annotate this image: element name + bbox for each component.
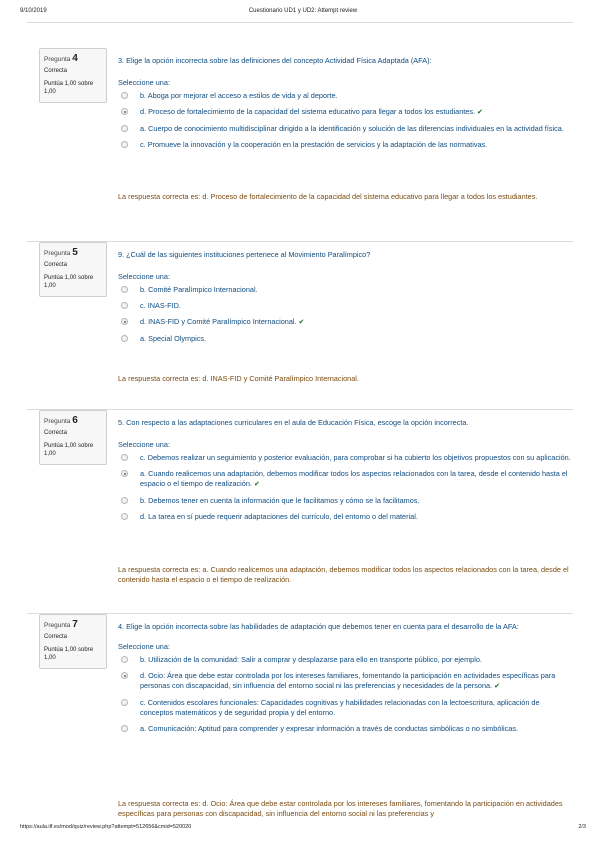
question-body [118, 418, 573, 528]
question-grade: Puntúa 1,00 sobre 1,00 [44, 443, 94, 457]
correct-answer-feedback: La respuesta correcta es: a. Cuando realicemos una adaptación, debemos modificar todos los aspectos relacionados con la tarea, desde el contenido hasta el espacio o el tiempo de realización. [118, 565, 569, 584]
print-date: 9/10/2019 [20, 8, 47, 14]
question-number: Pregunta 6 [44, 415, 78, 426]
radio-button[interactable] [121, 513, 128, 520]
answer-option[interactable]: a. Comunicación: Aptitud para comprender y expresar información a través de conductas simbólicas o no simbólicas. [118, 724, 573, 734]
question-info [39, 242, 107, 297]
question-state: Correcta [44, 262, 68, 268]
question-info [39, 48, 107, 103]
question-body [118, 56, 573, 156]
correct-answer-feedback: La respuesta correcta es: d. INAS-FID y Comité Paralímpico Internacional. [118, 374, 359, 383]
question-text: 9. ¿Cuál de las siguientes instituciones pertenece al Movimiento Paralímpico? [118, 250, 371, 259]
check-icon: ✔ [253, 481, 260, 488]
correct-answer-feedback: La respuesta correcta es: d. Proceso de fortalecimiento de la capacidad del sistema educativo para llegar a todos los estudiantes. [118, 192, 538, 201]
answer-option[interactable]: d. Proceso de fortalecimiento de la capacidad del sistema educativo para llegar a todos los estudiantes. ✔ [118, 107, 573, 118]
correct-answer-feedback: La respuesta correcta es: d. Ocio: Área que debe estar controlada por los intereses familiares, fomentando la participación en actividades específicas para personas con discapacidad, sin influencia del entorno social ni las preferencias y [118, 799, 563, 818]
question-info [39, 410, 107, 465]
question-state: Correcta [44, 634, 68, 640]
print-title: Cuestionario UD1 y UD2: Attempt review [248, 8, 358, 14]
radio-button[interactable] [121, 454, 128, 461]
question-info [39, 614, 107, 669]
radio-button[interactable] [121, 725, 128, 732]
answer-option[interactable]: c. Contenidos escolares funcionales: Capacidades cognitivas y habilidades relacionadas con la lectoescritura, aplicación de conceptos matemáticos y de seguridad propia y del entorno. [118, 698, 573, 718]
answer-option[interactable]: d. Ocio: Área que debe estar controlada por los intereses familiares, fomentando la participación en actividades específicas para personas con discapacidad, sin influencia del entorno social ni las preferencias y necesidades de la persona. ✔ [118, 671, 573, 692]
radio-button[interactable] [121, 125, 128, 132]
print-footer [20, 824, 586, 834]
question-state: Correcta [44, 430, 68, 436]
question-5 [27, 241, 573, 409]
question-number: Pregunta 5 [44, 247, 78, 258]
answer-option[interactable]: b. Utilización de la comunidad: Salir a comprar y desplazarse para ello en transporte público, por ejemplo. [118, 655, 573, 665]
radio-button[interactable] [121, 699, 128, 706]
radio-button[interactable] [121, 302, 128, 309]
radio-button[interactable] [121, 497, 128, 504]
page-number: 2/3 [578, 824, 586, 830]
question-text: 3. Elige la opción incorrecta sobre las definiciones del concepto Actividad Física Adaptada (AFA): [118, 56, 432, 65]
radio-button-selected[interactable] [121, 470, 128, 477]
radio-button[interactable] [121, 656, 128, 663]
answer-option[interactable]: a. Special Olympics. [118, 334, 573, 344]
answer-option[interactable]: a. Cuerpo de conocimiento multidisciplinar dirigido a la identificación y solución de las diferencias individuales en la actividad física. [118, 124, 573, 134]
answer-option[interactable]: c. INAS-FID. [118, 301, 573, 311]
radio-button-selected[interactable] [121, 108, 128, 115]
answer-option[interactable]: d. INAS-FID y Comité Paralímpico Internacional. ✔ [118, 317, 573, 328]
print-header [20, 8, 586, 20]
select-prompt: Seleccione una: [118, 272, 170, 281]
answer-option[interactable]: c. Debemos realizar un seguimiento y posterior evaluación, para comprobar si ha cubierto los objetivos propuestos con su aplicación. [118, 453, 573, 463]
question-7 [27, 613, 573, 819]
answer-option[interactable]: a. Cuando realicemos una adaptación, debemos modificar todos los aspectos relacionados con la tarea, desde el contenido hasta el espacio o el tiempo de realización. ✔ [118, 469, 573, 490]
question-body [118, 622, 573, 740]
select-prompt: Seleccione una: [118, 440, 170, 449]
question-text: 5. Con respecto a las adaptaciones curriculares en el aula de Educación Física, escoge la opción incorrecta. [118, 418, 469, 427]
radio-button[interactable] [121, 286, 128, 293]
radio-button-selected[interactable] [121, 318, 128, 325]
question-grade: Puntúa 1,00 sobre 1,00 [44, 647, 94, 661]
question-state: Correcta [44, 68, 68, 74]
question-4 [27, 23, 573, 241]
answer-option[interactable]: b. Debemos tener en cuenta la información que le facilitamos y cómo se la facilitamos. [118, 496, 573, 506]
answer-option[interactable]: b. Comité Paralímpico Internacional. [118, 285, 573, 295]
question-grade: Puntúa 1,00 sobre 1,00 [44, 81, 94, 95]
question-number: Pregunta 7 [44, 619, 78, 630]
quiz-review-content [27, 22, 573, 818]
check-icon: ✔ [494, 683, 500, 690]
radio-button[interactable] [121, 335, 128, 342]
print-url: https://aula.ilf.es/mod/quiz/review.php?attempt=512656&cmid=520020 [20, 824, 192, 830]
question-6 [27, 409, 573, 613]
answer-option[interactable]: c. Promueve la innovación y la cooperación en la prestación de servicios y la adaptación de las normativas. [118, 140, 573, 150]
question-number: Pregunta 4 [44, 53, 78, 64]
answer-option[interactable]: b. Aboga por mejorar el acceso a estilos de vida y al deporte. [118, 91, 573, 101]
radio-button[interactable] [121, 92, 128, 99]
question-body [118, 250, 573, 350]
select-prompt: Seleccione una: [118, 642, 170, 651]
question-text: 4. Elige la opción incorrecta sobre las habilidades de adaptación que debemos tener en cuenta para el desarrollo de la AFA: [118, 622, 519, 631]
radio-button[interactable] [121, 141, 128, 148]
check-icon: ✔ [477, 109, 483, 116]
question-grade: Puntúa 1,00 sobre 1,00 [44, 275, 94, 289]
check-icon: ✔ [298, 319, 305, 326]
select-prompt: Seleccione una: [118, 78, 170, 87]
answer-option[interactable]: d. La tarea en sí puede requerir adaptaciones del currículo, del entorno o del material. [118, 512, 573, 522]
radio-button-selected[interactable] [121, 672, 128, 679]
